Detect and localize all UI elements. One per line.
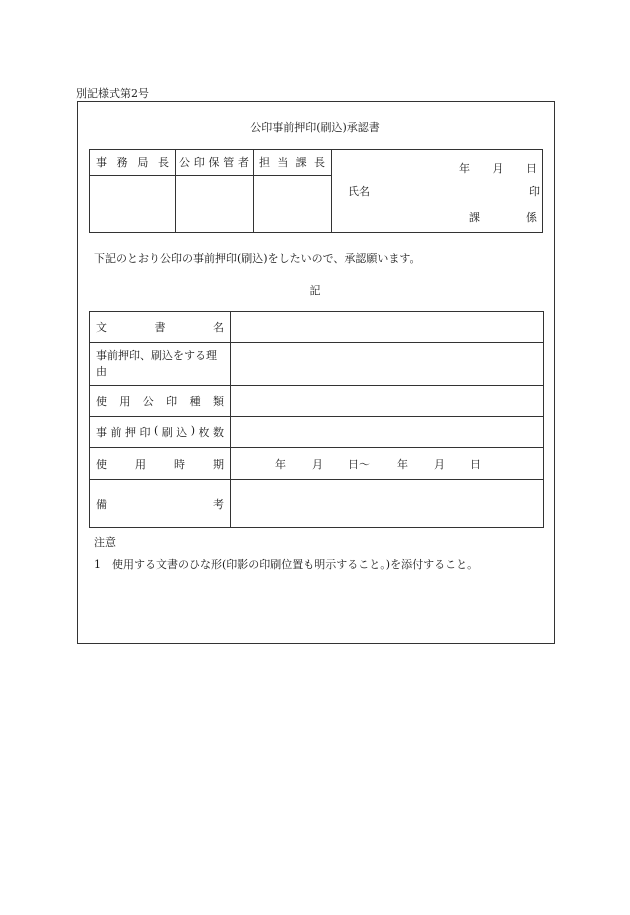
count-field[interactable] xyxy=(231,417,544,448)
detail-table xyxy=(89,311,544,528)
approval-table xyxy=(89,149,543,233)
approval-date xyxy=(459,160,537,176)
note-number: 1 xyxy=(94,558,101,571)
section-kakari-char: 係 xyxy=(526,211,537,224)
date-day-char: 日 xyxy=(526,162,537,175)
section-label xyxy=(469,209,537,225)
period-start-year: 年 xyxy=(275,457,286,471)
seal-type-field[interactable] xyxy=(231,386,544,417)
form-title: 公印事前押印(刷込)承認書 xyxy=(250,121,380,134)
approval-header-divider xyxy=(90,175,331,176)
note-item xyxy=(94,556,478,572)
table-row xyxy=(90,417,544,448)
table-row xyxy=(90,343,544,386)
header-section-chief: 担 当 課 長 xyxy=(259,156,325,169)
row-label-reason: 事前押印、刷込をする理由 xyxy=(90,343,231,386)
table-row xyxy=(90,386,544,417)
request-text: 下記のとおり公印の事前押印(刷込)をしたいので、承認願います。 xyxy=(94,252,421,265)
table-row xyxy=(90,480,544,528)
header-seal-custodian: 公 印 保 管 者 xyxy=(179,156,249,169)
note-text: 使用する文書のひな形(印影の印刷位置も明示すること。)を添付すること。 xyxy=(112,558,479,571)
table-row xyxy=(90,448,544,480)
approval-divider xyxy=(331,150,332,232)
header-secretary-general: 事 務 局 長 xyxy=(96,156,169,169)
row-label-seal-type: 使 用 公 印 種 類 xyxy=(90,386,231,417)
date-month-char: 月 xyxy=(492,162,504,175)
period-start-month: 月 xyxy=(312,457,323,471)
period-end-day: 日 xyxy=(470,457,481,471)
seal-label: 印 xyxy=(529,185,540,198)
period-field[interactable] xyxy=(231,448,544,480)
ki-heading: 記 xyxy=(309,284,321,297)
row-label-count: 事 前 押 印 ( 刷 込 ) 枚 数 xyxy=(90,417,231,448)
reason-field[interactable] xyxy=(231,343,544,386)
date-year-char: 年 xyxy=(459,162,470,175)
period-date-range xyxy=(237,456,537,472)
row-label-remarks: 備 考 xyxy=(90,480,231,528)
period-start-day: 日〜 xyxy=(348,457,370,471)
remarks-field[interactable] xyxy=(231,480,544,528)
name-label: 氏名 xyxy=(348,185,370,198)
period-end-year: 年 xyxy=(397,457,408,471)
document-name-field[interactable] xyxy=(231,312,544,343)
notes-title: 注意 xyxy=(94,536,116,549)
form-number: 別記様式第2号 xyxy=(76,87,149,100)
period-end-month: 月 xyxy=(434,457,445,471)
row-label-document-name: 文 書 名 xyxy=(90,312,231,343)
row-label-period: 使 用 時 期 xyxy=(90,448,231,480)
section-ka-char: 課 xyxy=(469,211,480,224)
table-row xyxy=(90,312,544,343)
